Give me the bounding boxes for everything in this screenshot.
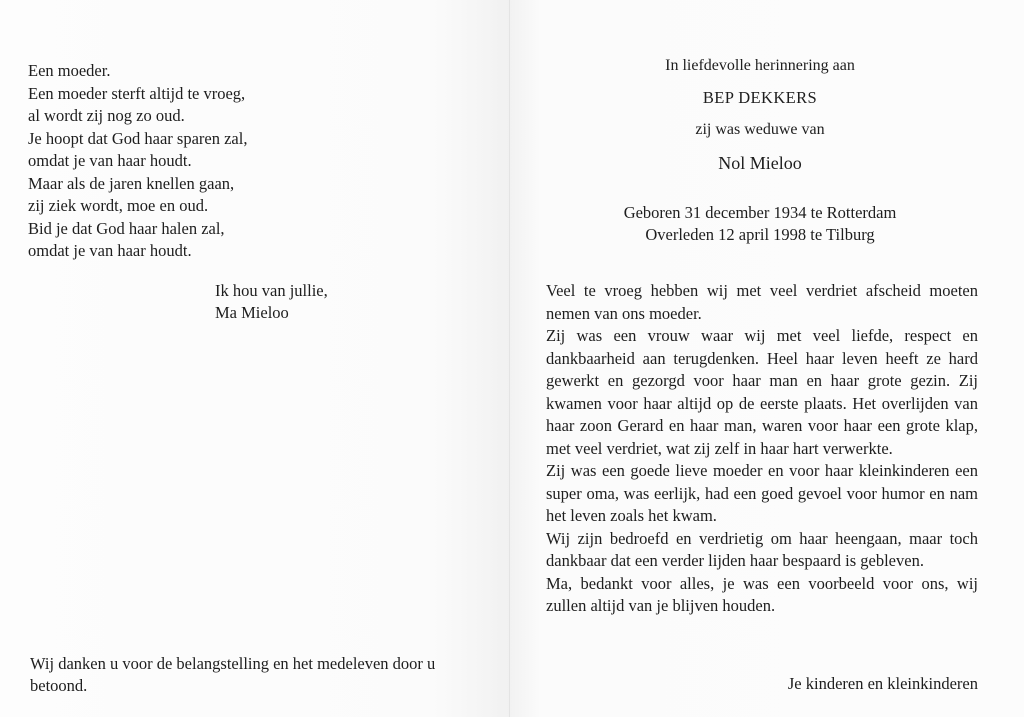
tribute-paragraph: Wij zijn bedroefd en verdrietig om haar heengaan, maar toch dankbaar dat een verder lijden haar bespaard is gebleven. — [546, 528, 978, 570]
poem-line: Je hoopt dat God haar sparen zal, — [28, 128, 248, 148]
thanks-text: Wij danken u voor de belangstelling en het medeleven door u betoond. — [30, 654, 436, 695]
poem-line: omdat je van haar houdt. — [28, 241, 192, 260]
birth-line: Geboren 31 december 1934 te Rotterdam — [623, 203, 897, 222]
left-page — [0, 0, 510, 717]
signature-name: Ma Mieloo — [215, 303, 289, 322]
life-dates — [520, 202, 1000, 246]
poem-line: Bid je dat God haar halen zal, — [28, 218, 225, 238]
tribute-paragraph: Veel te vroeg hebben wij met veel verdriet afscheid moeten nemen van ons moeder. — [546, 281, 978, 323]
death-line: Overleden 12 april 1998 te Tilburg — [645, 225, 875, 244]
deceased-name: BEP DEKKERS — [702, 88, 818, 107]
poem-line: zij ziek wordt, moe en oud. — [28, 196, 209, 215]
husband-name: Nol Mieloo — [718, 153, 802, 173]
poem — [28, 60, 247, 263]
poem-line: Een moeder sterft altijd te vroeg, — [28, 83, 246, 103]
tribute-paragraph: Zij was een goede lieve moeder en voor haar kleinkinderen een super oma, was eerlijk, had een goed gevoel voor humor en nam het leven zoals het kwam. — [546, 461, 978, 525]
poem-line: Een moeder. — [28, 61, 111, 80]
poem-line: al wordt zij nog zo oud. — [28, 106, 185, 125]
closing-signature: Je kinderen en kleinkinderen — [787, 674, 978, 693]
poem-line: Maar als de jaren knellen gaan, — [28, 173, 235, 193]
memorial-intro: In liefdevolle herinnering aan — [665, 57, 855, 74]
poem-line: omdat je van haar houdt. — [28, 151, 192, 170]
tribute-text — [546, 280, 978, 618]
signature-line: Ik hou van jullie, — [215, 281, 328, 300]
widow-line: zij was weduwe van — [695, 121, 825, 138]
tribute-paragraph: Zij was een vrouw waar wij met veel liefde, respect en dankbaarheid aan terugdenken. Heel haar leven heeft ze hard gewerkt en gezorgd voor haar man en haar grote gezin. Zij kwamen voor haar altijd op de eerste plaats. Het overlijden van haar zoon Gerard en haar man, waren voor haar een grote klap, met veel verdriet, wat zij zelf in haar hart verwerkte. — [546, 326, 978, 458]
poem-signature — [215, 280, 328, 324]
tribute-paragraph: Ma, bedankt voor alles, je was een voorbeeld voor ons, wij zullen altijd van je blijven houden. — [546, 573, 978, 615]
